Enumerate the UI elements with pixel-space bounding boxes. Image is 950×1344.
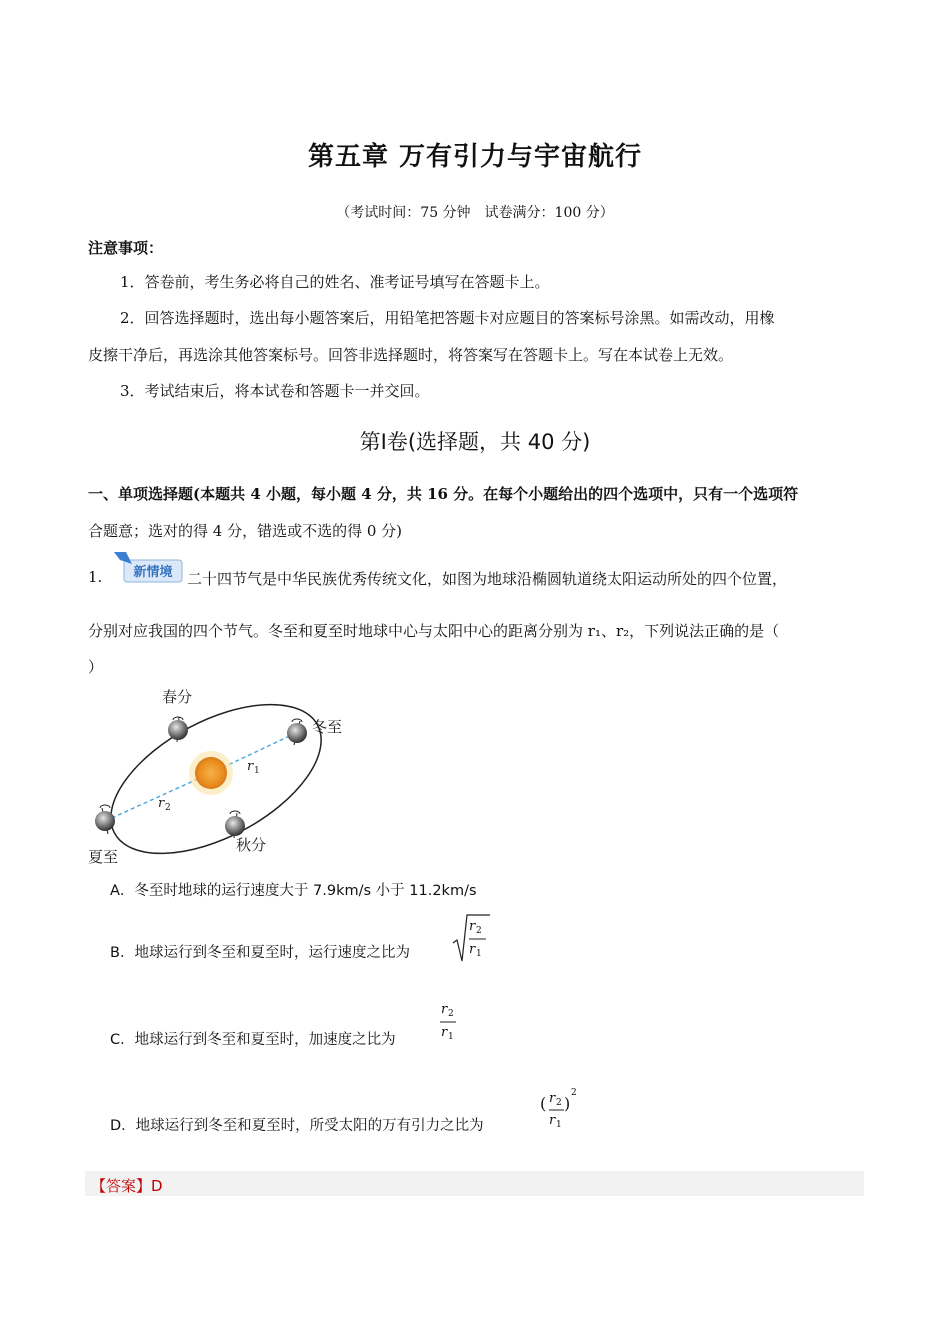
formula-d-paren-right: )	[564, 1094, 571, 1113]
section-heading-line-1: 一、单项选择题(本题共 4 小题，每小题 4 分，共 16 分。在每个小题给出的四个选项中，只有一个选项符	[88, 485, 799, 503]
notice-item-1: 1．答卷前，考生务必将自己的姓名、准考证号填写在答题卡上。	[120, 273, 550, 291]
formula-c-num-sub: 2	[448, 1009, 454, 1019]
question-number: 1.	[88, 568, 103, 586]
formula-d-num-sub: 2	[556, 1098, 562, 1108]
label-r1-sub: 1	[254, 766, 260, 776]
formula-c-num: r	[441, 1002, 448, 1017]
formula-b-num: r	[469, 919, 476, 934]
answer-value: D	[151, 1177, 163, 1195]
notice-item-3: 3．考试结束后，将本试卷和答题卡一并交回。	[120, 382, 430, 400]
notice-item-2-line-2: 皮擦干净后，再选涂其他答案标号。回答非选择题时，将答案写在答题卡上。写在本试卷上无效。	[88, 346, 734, 364]
label-qiufen: 秋分	[236, 836, 267, 854]
option-c: C．地球运行到冬至和夏至时，加速度之比为	[110, 1032, 396, 1048]
formula-d-num: r	[549, 1091, 556, 1106]
formula-d-den-sub: 1	[556, 1120, 562, 1130]
label-dongzhi: 冬至	[312, 718, 343, 736]
question-line-1: 二十四节气是中华民族优秀传统文化，如图为地球沿椭圆轨道绕太阳运动所处的四个位置，	[187, 570, 788, 588]
formula-c-den-sub: 1	[448, 1032, 454, 1042]
earth-qiufen-icon	[225, 811, 245, 838]
answer-bar	[85, 1171, 864, 1196]
section-heading-line-2: 合题意；选对的得 4 分，错选或不选的得 0 分)	[88, 522, 403, 540]
formula-c-frac	[438, 1000, 462, 1046]
earth-dongzhi-icon	[287, 719, 307, 745]
label-xiazhi: 夏至	[88, 848, 119, 866]
formula-c-den: r	[441, 1025, 448, 1040]
answer-label: 【答案】	[91, 1177, 152, 1195]
formula-d-den: r	[549, 1113, 556, 1128]
option-a: A．冬至时地球的运行速度大于 7.9km/s 小于 11.2km/s	[110, 883, 477, 899]
option-b: B．地球运行到冬至和夏至时，运行速度之比为	[110, 945, 410, 961]
sun-icon	[189, 751, 233, 795]
badge-icon	[112, 550, 186, 584]
badge-label: 新情境	[133, 565, 173, 580]
orbit-diagram	[80, 684, 360, 869]
answer	[91, 1175, 163, 1196]
label-r2: r	[158, 796, 165, 811]
notice-item-2-line-1: 2．回答选择题时，选出每小题答案后，用铅笔把答题卡对应题目的答案标号涂黑。如需改动，用橡	[120, 309, 775, 327]
new-context-badge	[112, 550, 186, 584]
page-title: 第五章 万有引力与宇宙航行	[307, 142, 643, 172]
formula-b-den: r	[469, 942, 476, 957]
formula-b-den-sub: 1	[476, 949, 482, 959]
question-line-2: 分别对应我国的四个节气。冬至和夏至时地球中心与太阳中心的距离分别为 r₁、r₂，下列说法正确的是（	[88, 622, 780, 640]
formula-d-power	[540, 1088, 580, 1134]
volume-title: 第Ⅰ卷(选择题，共 40 分)	[359, 430, 591, 454]
label-chunfen: 春分	[162, 688, 193, 706]
formula-d-exponent: 2	[571, 1088, 577, 1098]
label-r2-sub: 2	[165, 803, 171, 813]
label-r1: r	[247, 759, 254, 774]
exam-info: （考试时间：75 分钟 试卷满分：100 分）	[336, 205, 614, 221]
formula-d-paren-left: (	[540, 1094, 547, 1113]
formula-b-sqrt	[452, 913, 492, 965]
notice-heading: 注意事项：	[88, 239, 164, 257]
option-d: D．地球运行到冬至和夏至时，所受太阳的万有引力之比为	[110, 1118, 484, 1134]
formula-b-num-sub: 2	[476, 926, 482, 936]
question-line-3: ）	[88, 658, 104, 676]
